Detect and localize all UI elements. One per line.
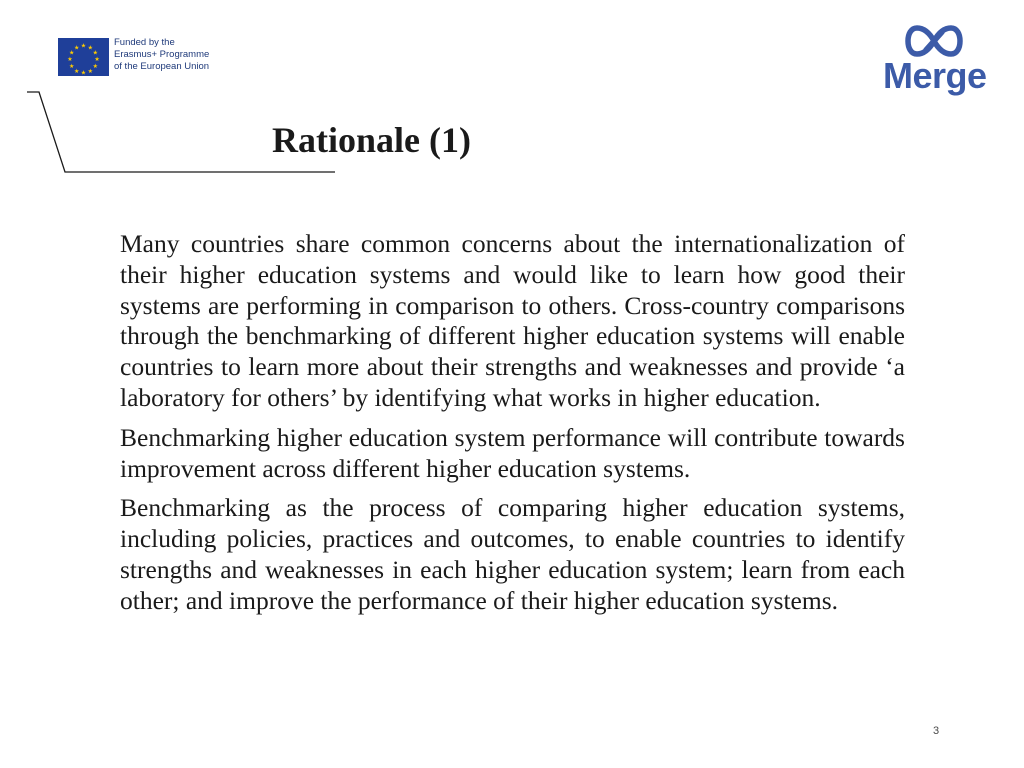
- body-paragraph-3: Benchmarking as the process of comparing higher education systems, including policies, practices and outcomes, to enable countries to identify strengths and weaknesses in each higher education system; learn from each other; and improve the performance of their higher education systems.: [120, 493, 905, 615]
- svg-text:★: ★: [69, 49, 75, 57]
- eu-flag-icon: [58, 38, 109, 76]
- merge-wordmark: Merge: [883, 55, 987, 96]
- body-paragraph-2: Benchmarking higher education system performance will contribute towards improvement across different higher education systems.: [120, 422, 905, 483]
- slide-body: [120, 229, 905, 626]
- eu-funding-line-3: of the European Union: [114, 61, 210, 72]
- svg-text:★: ★: [87, 44, 93, 52]
- eu-funding-text: [114, 37, 209, 73]
- svg-text:★: ★: [80, 42, 87, 50]
- svg-text:★: ★: [67, 56, 73, 64]
- svg-text:★: ★: [92, 62, 98, 70]
- infinity-icon: [905, 24, 963, 58]
- svg-text:★: ★: [80, 69, 87, 76]
- eu-funding-line-2: Erasmus+ Programme: [114, 49, 210, 60]
- merge-logo: [880, 24, 988, 100]
- body-paragraph-1: Many countries share common concerns about the internationalization of their higher education systems and would like to learn how good their systems are performing in comparison to others. Cross-country comparisons through the benchmarking of different higher education systems will enable countries to learn more about their strengths and weaknesses and provide ‘a laboratory for others’ by identifying what works in higher education.: [120, 229, 905, 412]
- svg-text:★: ★: [92, 49, 98, 57]
- page-number: 3: [933, 725, 940, 737]
- svg-text:★: ★: [74, 44, 80, 52]
- slide-title: Rationale (1): [272, 120, 471, 160]
- svg-text:★: ★: [94, 56, 100, 64]
- svg-text:★: ★: [74, 67, 80, 75]
- svg-text:★: ★: [69, 62, 75, 70]
- svg-text:★: ★: [87, 67, 93, 75]
- eu-funding-line-1: Funded by the: [114, 37, 175, 48]
- eu-funding-logo: [58, 38, 209, 76]
